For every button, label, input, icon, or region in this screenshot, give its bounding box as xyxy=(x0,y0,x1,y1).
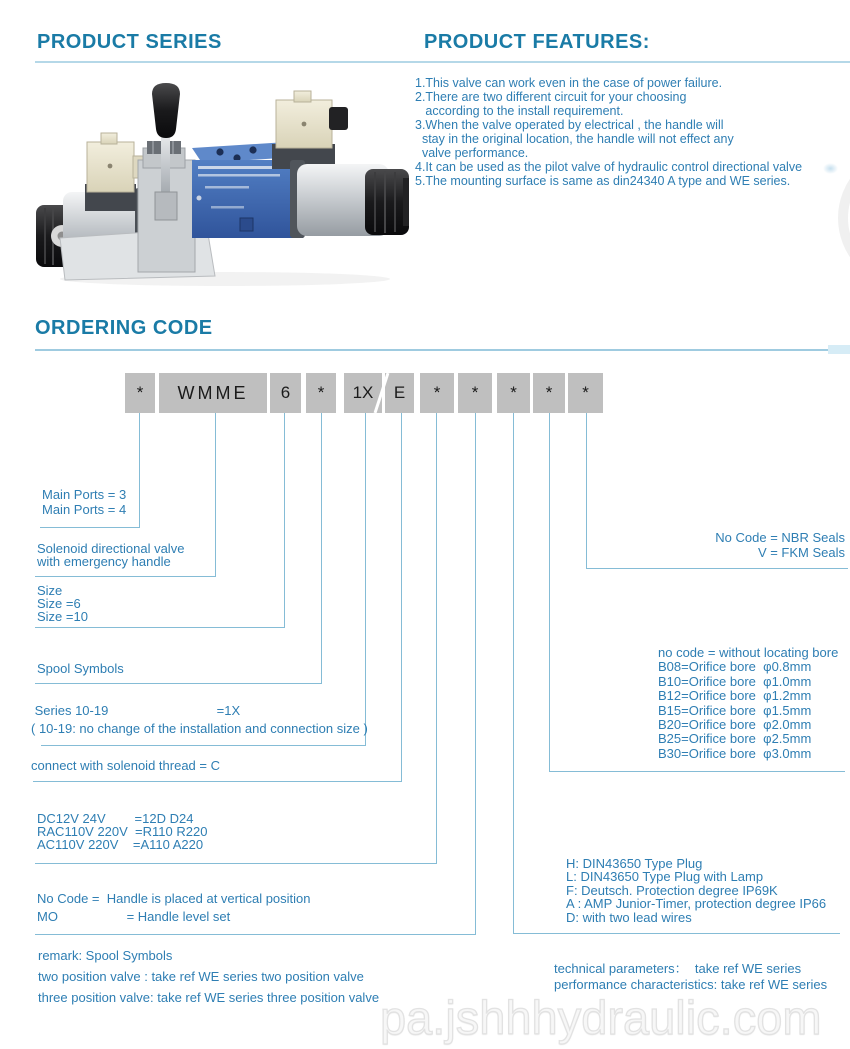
text-line: RAC110V 220V =R110 R220 xyxy=(37,824,208,839)
right-end-cap xyxy=(365,169,409,235)
port-detail xyxy=(240,218,253,231)
product-features-heading: PRODUCT FEATURES: xyxy=(424,31,650,53)
text-line: stay in the original location, the handle will not effect any xyxy=(415,132,734,146)
text-line: DC12V 24V =12D D24 xyxy=(37,811,194,826)
handle-knob xyxy=(152,83,180,138)
text-line: B08=Orifice bore φ0.8mm xyxy=(658,659,812,675)
text-line: B20=Orifice bore φ2.0mm xyxy=(658,717,812,733)
text-line: Main Ports = 4 xyxy=(42,501,127,517)
text-line: B15=Orifice bore φ1.5mm xyxy=(658,702,812,718)
text-line: ( 10-19: no change of the installation and connection size ) xyxy=(31,721,368,736)
product-series-heading: PRODUCT SERIES xyxy=(37,31,222,53)
watermark-text: pa.jshhhydraulic.com xyxy=(380,991,822,1044)
label-series xyxy=(31,702,368,738)
text-line: 2.There are two different circuit for your choosing xyxy=(415,90,687,104)
text-line: B12=Orifice bore φ1.2mm xyxy=(658,688,812,704)
text-line: 4.It can be used as the pilot valve of hydraulic control directional valve xyxy=(415,160,803,174)
connector-line xyxy=(35,683,322,684)
text-line: technical parameters： take ref WE series xyxy=(554,961,802,976)
text-line: Size xyxy=(37,583,63,598)
text-line: 5.The mounting surface is same as din24340 A type and WE series. xyxy=(415,174,791,188)
ordering-code-heading: ORDERING CODE xyxy=(35,317,213,339)
text-line: MO = Handle level set xyxy=(37,909,231,924)
text-line: AC110V 220V =A110 A220 xyxy=(37,837,204,852)
label-solenoid-thread xyxy=(31,758,220,773)
text-line: D: with two lead wires xyxy=(566,909,692,925)
text-line: 3.When the valve operated by electrical , the handle will xyxy=(415,118,724,132)
text-line: 1.This valve can work even in the case of power failure. xyxy=(415,76,723,90)
label-locating-bore xyxy=(658,646,838,761)
code-box-4: * xyxy=(306,373,336,413)
text-line: valve performance. xyxy=(415,146,529,160)
feature-list xyxy=(415,76,802,188)
code-box-11: * xyxy=(568,373,603,413)
label-seals xyxy=(715,530,845,560)
header-divider xyxy=(35,61,850,63)
code-box-6: E xyxy=(385,373,414,413)
connector-line xyxy=(401,413,402,781)
watermark-arc-artifact xyxy=(838,148,850,288)
text-line: B25=Orifice bore φ2.5mm xyxy=(658,731,812,747)
connector-line xyxy=(436,413,437,863)
label-spool-symbols xyxy=(37,661,124,676)
code-box-8: * xyxy=(458,373,492,413)
connector-line xyxy=(586,413,587,568)
connector-line xyxy=(33,781,402,782)
connector-line xyxy=(139,413,140,527)
text-line: Size =6 xyxy=(37,596,81,611)
ordering-divider xyxy=(35,349,850,351)
text-line: according to the install requirement. xyxy=(415,104,624,118)
text-line: H: DIN43650 Type Plug xyxy=(566,856,703,871)
connector-line xyxy=(549,771,845,772)
connector-line xyxy=(475,413,476,934)
code-box-5: 1X xyxy=(344,373,382,413)
label-solenoid-valve xyxy=(37,542,184,568)
watermark-smudge-artifact xyxy=(823,163,838,174)
connector-line xyxy=(586,568,848,569)
code-box-1: * xyxy=(125,373,155,413)
connector-line xyxy=(35,576,216,577)
text-line: performance characteristics: take ref WE series xyxy=(554,977,828,992)
text-line: Series 10-19 =1X xyxy=(31,703,241,718)
connector-line xyxy=(40,527,140,528)
text-line: V = FKM Seals xyxy=(757,545,845,560)
text-line: Size =10 xyxy=(37,609,88,624)
connector-line xyxy=(365,413,366,745)
text-line: with emergency handle xyxy=(37,554,171,569)
code-box-7: * xyxy=(420,373,454,413)
label-main-ports xyxy=(42,488,126,517)
text-line: A : AMP Junior-Timer, protection degree IP66 xyxy=(566,896,827,912)
text-line: B10=Orifice bore φ1.0mm xyxy=(658,673,812,689)
text-line: Main Ports = 3 xyxy=(42,487,127,502)
text-line: No Code = NBR Seals xyxy=(715,530,845,545)
connector-line xyxy=(284,413,285,627)
code-box-2: WMME xyxy=(159,373,267,413)
text-line: no code = without locating bore xyxy=(658,645,839,660)
text-line: two position valve : take ref WE series two position valve xyxy=(38,968,364,984)
technical-notes xyxy=(554,961,827,993)
label-plug-types xyxy=(566,857,826,924)
connector-line xyxy=(215,413,216,576)
label-voltage-codes xyxy=(37,812,207,851)
connector-line xyxy=(35,863,437,864)
connector-line xyxy=(513,413,514,933)
text-line: connect with solenoid thread = C xyxy=(31,758,220,773)
text-line: F: Deutsch. Protection degree IP69K xyxy=(566,882,778,898)
label-size xyxy=(37,584,88,623)
connector-line xyxy=(41,745,366,746)
connector-line xyxy=(513,933,840,934)
valve-photo xyxy=(35,80,410,288)
text-line: Spool Symbols xyxy=(37,661,124,676)
code-box-3: 6 xyxy=(270,373,301,413)
divider-end-artifact xyxy=(828,345,850,354)
remark-notes xyxy=(38,946,379,1008)
text-line: L: DIN43650 Type Plug with Lamp xyxy=(566,869,764,885)
text-line: No Code = Handle is placed at vertical position xyxy=(37,891,311,906)
text-line: remark: Spool Symbols xyxy=(38,948,173,963)
text-line: Solenoid directional valve xyxy=(37,541,185,556)
label-handle-position xyxy=(37,890,311,926)
connector-line xyxy=(35,934,476,935)
code-box-9: * xyxy=(497,373,530,413)
connector-line xyxy=(321,413,322,683)
connector-line xyxy=(35,627,285,628)
code-box-10: * xyxy=(533,373,565,413)
text-line: B30=Orifice bore φ3.0mm xyxy=(658,745,812,761)
text-line: three position valve: take ref WE series three position valve xyxy=(38,989,380,1005)
connector-line xyxy=(549,413,550,771)
